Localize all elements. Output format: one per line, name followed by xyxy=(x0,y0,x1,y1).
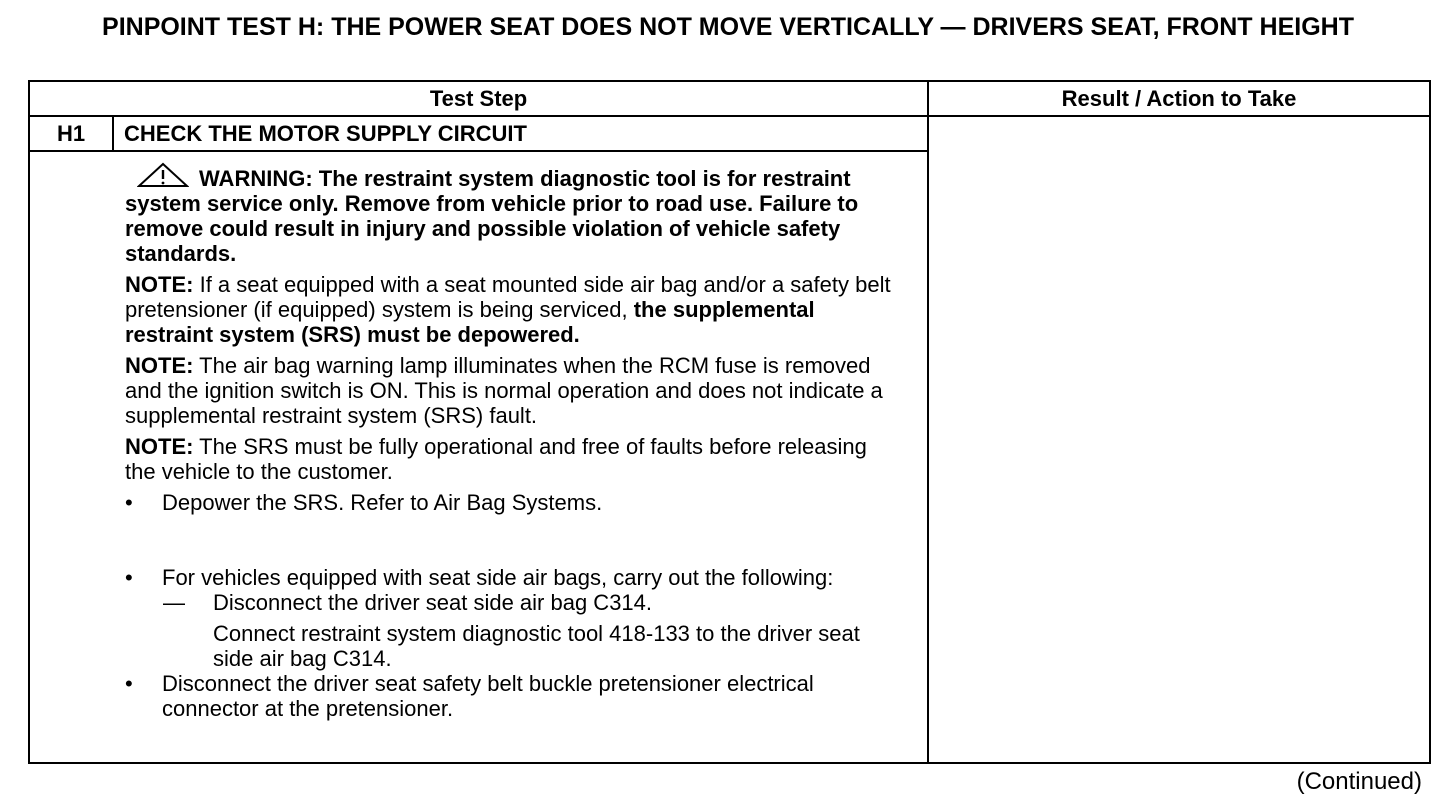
pinpoint-test-table xyxy=(28,80,1431,764)
warning-triangle-icon xyxy=(137,162,189,188)
bullet-1-text: Depower the SRS. Refer to Air Bag Systems. xyxy=(162,490,603,515)
bullet-3-text: Disconnect the driver seat safety belt buckle pretensioner electrical connector at the pretensioner. xyxy=(162,671,814,721)
bullet-2-text: For vehicles equipped with seat side air bags, carry out the following: xyxy=(162,565,834,590)
step-header-row xyxy=(29,116,1430,151)
note-3-text: The SRS must be fully operational and free of faults before releasing the vehicle to the customer. xyxy=(125,434,867,484)
note-2 xyxy=(125,353,897,428)
note-3-label: NOTE: xyxy=(125,434,194,459)
note-2-label: NOTE: xyxy=(125,353,194,378)
warning-block xyxy=(125,162,897,266)
page-title: PINPOINT TEST H: THE POWER SEAT DOES NOT MOVE VERTICALLY — DRIVERS SEAT, FRONT HEIGHT xyxy=(102,13,1354,41)
step-body-cell xyxy=(29,151,928,763)
list-item xyxy=(125,565,897,590)
step-title: CHECK THE MOTOR SUPPLY CIRCUIT xyxy=(113,116,928,151)
note-1-label: NOTE: xyxy=(125,272,194,297)
column-header-test-step: Test Step xyxy=(29,81,928,116)
warning-text: The restraint system diagnostic tool is for restraint system service only. Remove from vehicle prior to road use. Failure to remove could result in injury and possible violation of vehicle safety standards. xyxy=(125,166,859,266)
continued-label: (Continued) xyxy=(1296,768,1422,795)
result-action-cell xyxy=(928,116,1430,763)
note-1-text: If a seat equipped with a seat mounted side air bag and/or a safety belt pretensioner (if equipped) system is being serviced, xyxy=(125,272,891,322)
bullet-marker: • xyxy=(125,490,133,515)
bullet-2-sub-1-text: Disconnect the driver seat side air bag C314. xyxy=(213,590,653,615)
dash-marker: — xyxy=(163,590,185,615)
sub-list-continuation xyxy=(125,621,897,671)
bullet-2-sub-2-text: Connect restraint system diagnostic tool 418-133 to the driver seat side air bag C314. xyxy=(213,621,860,671)
column-header-result: Result / Action to Take xyxy=(928,81,1430,116)
list-item xyxy=(125,671,897,721)
sub-list-item xyxy=(125,590,897,615)
bullet-marker: • xyxy=(125,565,133,590)
note-2-text: The air bag warning lamp illuminates when the RCM fuse is removed and the ignition switch is ON. This is normal operation and does not indicate a supplemental restraint system (SRS) fault. xyxy=(125,353,883,428)
table-header-row xyxy=(29,81,1430,116)
bullet-marker: • xyxy=(125,671,133,696)
note-1 xyxy=(125,272,897,347)
note-3 xyxy=(125,434,897,484)
warning-label: WARNING: xyxy=(199,166,313,191)
note-1-bold-text: the supplemental restraint system (SRS) must be depowered. xyxy=(125,297,815,347)
step-id: H1 xyxy=(29,116,113,151)
list-item xyxy=(125,490,897,515)
